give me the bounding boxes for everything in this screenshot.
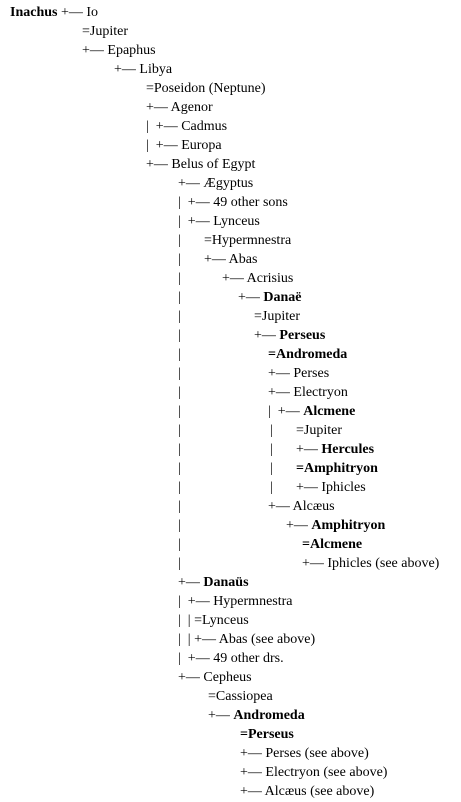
- tree-line-37-part-1: Andromeda: [233, 708, 305, 723]
- tree-line-19-part-1: +— Perses: [268, 366, 330, 381]
- tree-line-10-part-0: | +— 49 other sons: [178, 195, 288, 210]
- tree-line-27-part-1: +—: [286, 518, 312, 533]
- tree-line-26-part-1: +— Alcæus: [268, 499, 335, 514]
- tree-line-17-part-0: |: [178, 328, 181, 343]
- tree-line-29-part-1: +— Iphicles (see above): [302, 556, 440, 571]
- tree-line-19-part-0: |: [178, 366, 181, 381]
- tree-line-25-part-1: |: [270, 480, 273, 495]
- tree-line-33-part-0: | | +— Abas (see above): [178, 632, 316, 647]
- tree-line-15-part-1: +—: [238, 290, 264, 305]
- tree-line-40-part-0: +— Electryon (see above): [240, 765, 388, 780]
- tree-line-2-part-0: +— Epaphus: [82, 43, 156, 58]
- tree-line-4-part-0: =Poseidon (Neptune): [146, 81, 266, 96]
- tree-line-30-part-0: +—: [178, 575, 204, 590]
- tree-line-16-part-0: |: [178, 309, 181, 324]
- tree-line-16-part-1: =Jupiter: [254, 309, 300, 324]
- tree-line-27-part-0: |: [178, 518, 181, 533]
- tree-line-29-part-0: |: [178, 556, 181, 571]
- tree-line-18-part-0: |: [178, 347, 181, 362]
- tree-line-1-part-0: =Jupiter: [82, 24, 128, 39]
- tree-line-35-part-0: +— Cepheus: [178, 670, 252, 685]
- tree-line-32-part-0: | | =Lynceus: [178, 613, 249, 628]
- tree-line-38-part-0: =Perseus: [240, 727, 294, 742]
- tree-line-23-part-1: |: [270, 442, 273, 457]
- tree-line-22-part-2: =Jupiter: [296, 423, 342, 438]
- tree-line-0-part-0: Inachus: [10, 5, 58, 20]
- tree-line-28-part-0: |: [178, 537, 181, 552]
- tree-line-28-part-1: =Alcmene: [302, 537, 363, 552]
- tree-line-20-part-0: |: [178, 385, 181, 400]
- tree-line-14-part-0: |: [178, 271, 181, 286]
- tree-line-39-part-0: +— Perses (see above): [240, 746, 369, 761]
- tree-line-41-part-0: +— Alcæus (see above): [240, 784, 375, 799]
- tree-line-13-part-1: +— Abas: [204, 252, 258, 267]
- tree-line-34-part-0: | +— 49 other drs.: [178, 651, 284, 666]
- tree-line-23-part-2: +—: [296, 442, 322, 457]
- tree-line-27-part-2: Amphitryon: [311, 518, 386, 533]
- tree-line-3-part-0: +— Libya: [114, 62, 173, 77]
- tree-line-25-part-0: |: [178, 480, 181, 495]
- tree-line-15-part-2: Danaë: [263, 290, 302, 305]
- tree-line-21-part-0: |: [178, 404, 181, 419]
- tree-line-18-part-1: =Andromeda: [268, 347, 348, 362]
- tree-line-5-part-0: +— Agenor: [146, 100, 213, 115]
- tree-line-26-part-0: |: [178, 499, 181, 514]
- tree-line-21-part-1: | +—: [268, 404, 304, 419]
- tree-line-22-part-1: |: [270, 423, 273, 438]
- tree-line-12-part-1: =Hypermnestra: [204, 233, 292, 248]
- tree-line-7-part-0: | +— Europa: [146, 138, 222, 153]
- tree-line-23-part-3: Hercules: [321, 442, 375, 457]
- tree-line-11-part-0: | +— Lynceus: [178, 214, 260, 229]
- tree-line-6-part-0: | +— Cadmus: [146, 119, 228, 134]
- tree-line-36-part-0: =Cassiopea: [208, 689, 273, 704]
- tree-line-23-part-0: |: [178, 442, 181, 457]
- tree-line-12-part-0: |: [178, 233, 181, 248]
- tree-line-24-part-2: =Amphitryon: [296, 461, 378, 476]
- tree-line-15-part-0: |: [178, 290, 181, 305]
- tree-line-13-part-0: |: [178, 252, 181, 267]
- tree-line-22-part-0: |: [178, 423, 181, 438]
- tree-line-9-part-0: +— Ægyptus: [178, 176, 254, 191]
- tree-line-24-part-0: |: [178, 461, 181, 476]
- tree-line-25-part-2: +— Iphicles: [296, 480, 366, 495]
- tree-line-37-part-0: +—: [208, 708, 234, 723]
- tree-line-31-part-0: | +— Hypermnestra: [178, 594, 293, 609]
- tree-line-20-part-1: +— Electryon: [268, 385, 348, 400]
- tree-line-17-part-1: +—: [254, 328, 280, 343]
- tree-line-0-part-1: +— Io: [57, 5, 99, 20]
- tree-line-14-part-1: +— Acrisius: [222, 271, 294, 286]
- tree-line-30-part-1: Danaüs: [203, 575, 249, 590]
- tree-line-24-part-1: |: [270, 461, 273, 476]
- tree-line-21-part-2: Alcmene: [303, 404, 356, 419]
- tree-line-8-part-0: +— Belus of Egypt: [146, 157, 256, 172]
- tree-line-17-part-2: Perseus: [279, 328, 326, 343]
